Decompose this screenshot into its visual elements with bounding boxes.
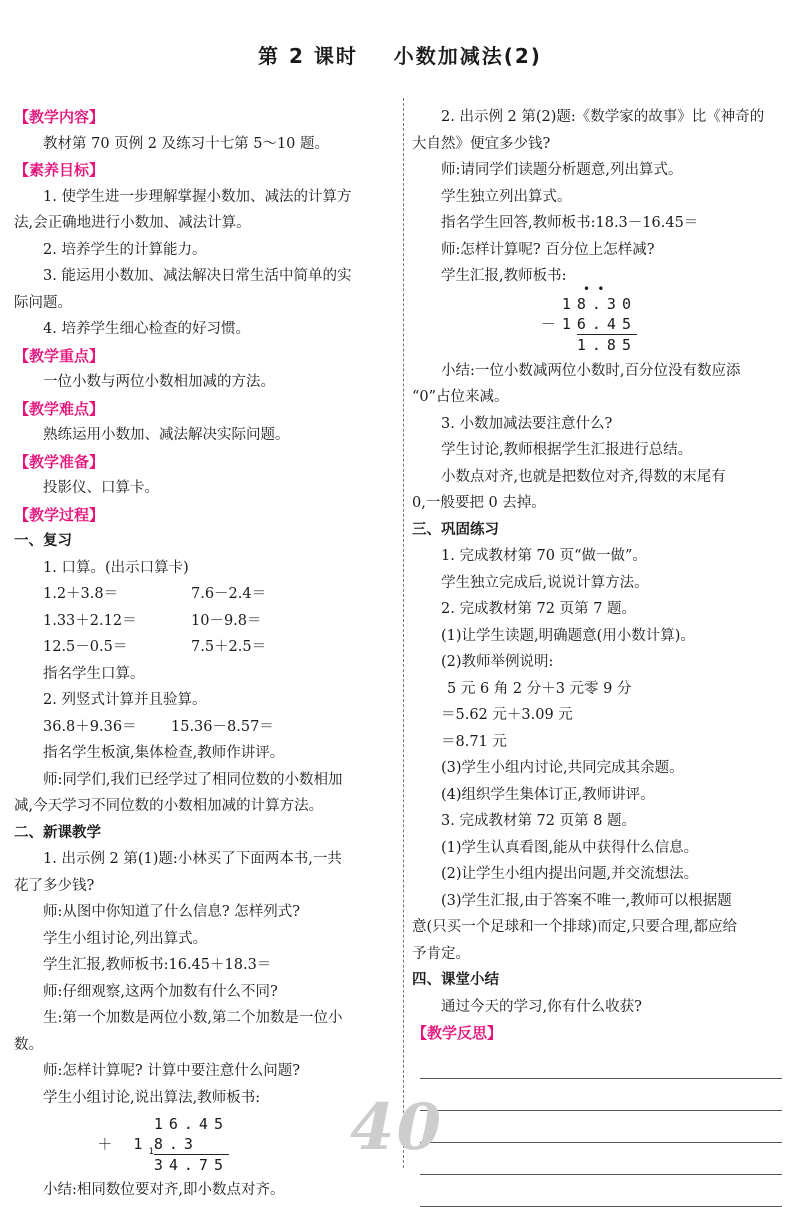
carry-mark: 1 xyxy=(148,1147,154,1157)
dialog-line: 学生汇报,教师板书: xyxy=(441,268,567,284)
goal-3-cont: 际问题。 xyxy=(14,294,72,311)
money-example: ＝8.71 元 xyxy=(441,733,507,750)
board-note: 指名学生板演,集体检查,教师作讲评。 xyxy=(43,745,285,761)
calc-operator: ＋ xyxy=(97,1135,119,1153)
vertical-calc-title: 2. 列竖式计算并且验算。 xyxy=(43,692,207,708)
goal-4: 4. 培养学生细心检查的好习惯。 xyxy=(43,321,250,337)
goal-3: 3. 能运用小数加、减法解决日常生活中简单的实 xyxy=(43,268,352,284)
dialog-line: 学生汇报,教师板书:16.45＋18.3＝ xyxy=(43,957,272,973)
practice-1: 1. 完成教材第 70 页“做一做”。 xyxy=(441,548,647,564)
practice-2: 2. 完成教材第 72 页第 7 题。 xyxy=(441,601,637,617)
section-difficulties: 【教学难点】 xyxy=(14,399,105,418)
practice-line-cont: 予肯定。 xyxy=(412,945,470,962)
dialog-line: 师:怎样计算呢? 计算中要注意什么问题? xyxy=(43,1063,301,1079)
dialog-line: 学生独立列出算式。 xyxy=(441,188,572,205)
preparation: 投影仪、口算卡。 xyxy=(43,480,159,496)
calc-operand-2: －16.45 xyxy=(540,314,637,333)
dialog-line: 师:仔细观察,这两个加数有什么不同? xyxy=(43,983,278,1000)
class-summary: 通过今天的学习,你有什么收获? xyxy=(441,998,642,1015)
heading-practice: 三、巩固练习 xyxy=(412,521,499,538)
intro-line-1: 师:同学们,我们已经学过了相同位数的小数相加 xyxy=(43,771,343,788)
dialog-line-cont: 数。 xyxy=(14,1036,43,1053)
practice-line-cont: 意(只买一个足球和一个排球)而定,只要合理,都应给 xyxy=(412,919,738,935)
writing-line xyxy=(420,1143,782,1175)
reflection-writing-area xyxy=(412,1047,786,1207)
dialog-line: 学生小组讨论,列出算式。 xyxy=(43,930,208,947)
oral-item: 7.5＋2.5＝ xyxy=(191,639,267,655)
dialog-line: 师:怎样计算呢? 百分位上怎样减? xyxy=(441,241,655,258)
section-preparation: 【教学准备】 xyxy=(14,452,105,471)
vertical-calc-row xyxy=(14,714,396,741)
example-2: 2. 出示例 2 第(2)题:《数学家的故事》比《神奇的 xyxy=(441,109,765,125)
dialog-line: 生:第一个加数是两位小数,第二个加数是一位小 xyxy=(43,1010,343,1026)
section-reflection: 【教学反思】 xyxy=(412,1024,503,1042)
writing-line xyxy=(420,1175,782,1207)
section-process: 【教学过程】 xyxy=(14,505,105,524)
dialog-line: 学生小组讨论,说出算法,教师板书: xyxy=(43,1089,261,1106)
attention-question: 3. 小数加减法要注意什么? xyxy=(441,415,613,432)
summary-cont: “0”占位来减。 xyxy=(412,389,509,405)
oral-row-3 xyxy=(14,634,396,661)
difficulties: 熟练运用小数加、减法解决实际问题。 xyxy=(43,427,290,443)
practice-line: (1)让学生读题,明确题意(用小数计算)。 xyxy=(441,627,695,644)
writing-line xyxy=(420,1111,782,1143)
practice-line: (2)教师举例说明: xyxy=(441,654,554,670)
dialog-line: 学生讨论,教师根据学生汇报进行总结。 xyxy=(441,442,693,458)
summary: 小结:一位小数减两位小数时,百分位没有数应添 xyxy=(441,362,741,379)
oral-note: 指名学生口算。 xyxy=(43,665,145,682)
oral-item: 7.6－2.4＝ xyxy=(191,586,267,602)
practice-line: (3)学生小组内讨论,共同完成其余题。 xyxy=(441,760,684,776)
section-goals: 【素养目标】 xyxy=(14,161,105,179)
goal-1: 1. 使学生进一步理解掌握小数加、减法的计算方 xyxy=(43,188,352,205)
rule-line: 小数点对齐,也就是把数位对齐,得数的末尾有 xyxy=(441,468,726,485)
key-points: 一位小数与两位小数相加减的方法。 xyxy=(43,374,275,390)
page-title: 第 2 课时 小数加减法(2) xyxy=(258,44,542,68)
vertical-item: 15.36－8.57＝ xyxy=(171,718,274,735)
practice-line: (3)学生汇报,由于答案不唯一,教师可以根据题 xyxy=(441,892,732,909)
money-example: 5 元 6 角 2 分＋3 元零 9 分 xyxy=(447,680,632,697)
oral-item: 1.33＋2.12＝ xyxy=(43,612,137,629)
borrow-dots: • • xyxy=(582,281,605,296)
subtraction-vertical-calc xyxy=(412,281,637,355)
practice-line: (4)组织学生集体订正,教师讲评。 xyxy=(441,786,655,803)
example-1: 1. 出示例 2 第(1)题:小林买了下面两本书,一共 xyxy=(43,851,342,867)
practice-line: (1)学生认真看图,能从中获得什么信息。 xyxy=(441,839,699,856)
practice-line: (2)让学生小组内提出问题,并交流想法。 xyxy=(441,866,699,882)
goal-2: 2. 培养学生的计算能力。 xyxy=(43,241,207,258)
heading-class-summary: 四、课堂小结 xyxy=(412,972,499,988)
oral-row-1 xyxy=(14,581,396,608)
heading-new-lesson: 二、新课教学 xyxy=(14,824,101,841)
left-column xyxy=(14,104,396,1204)
dialog-line: 师:从图中你知道了什么信息? 怎样列式? xyxy=(43,904,301,920)
calc-operator: － xyxy=(540,314,562,333)
money-example: ＝5.62 元＋3.09 元 xyxy=(441,707,573,723)
section-key-points: 【教学重点】 xyxy=(14,346,105,365)
vertical-item: 36.8＋9.36＝ xyxy=(43,718,137,735)
addition-vertical-calc xyxy=(14,1114,229,1175)
section-teaching-content: 【教学内容】 xyxy=(14,108,105,126)
oral-calc-title: 1. 口算。(出示口算卡) xyxy=(43,559,189,576)
practice-line: 学生独立完成后,说说计算方法。 xyxy=(441,574,649,591)
goal-1-cont: 法,会正确地进行小数加、减法计算。 xyxy=(14,215,251,231)
writing-line xyxy=(420,1047,782,1079)
calc-operand-1: 16.45 xyxy=(153,1115,229,1133)
right-column xyxy=(412,104,786,1207)
writing-line xyxy=(420,1079,782,1111)
oral-item: 1.2＋3.8＝ xyxy=(43,586,119,602)
teaching-content: 教材第 70 页例 2 及练习十七第 5～10 题。 xyxy=(43,135,330,152)
page-number: 40 xyxy=(350,1090,444,1165)
example-1-cont: 花了多少钱? xyxy=(14,877,95,894)
heading-review: 一、复习 xyxy=(14,533,72,549)
dialog-line: 指名学生回答,教师板书:18.3－16.45＝ xyxy=(441,215,699,231)
intro-line-2: 减,今天学习不同位数的小数相加减的计算方法。 xyxy=(14,798,324,814)
dialog-line: 师:请同学们读题分析题意,列出算式。 xyxy=(441,162,683,178)
example-2-cont: 大自然》便宜多少钱? xyxy=(412,135,551,152)
calc-operand-1: • • 18.30 xyxy=(561,281,637,313)
calc-operand-2: ＋ $1_18.3$ xyxy=(97,1135,199,1157)
calc-result: 1.85 xyxy=(576,335,637,354)
oral-item: 10－9.8＝ xyxy=(191,612,262,629)
summary: 小结:相同数位要对齐,即小数点对齐。 xyxy=(43,1182,285,1198)
oral-row-2 xyxy=(14,608,396,635)
oral-item: 12.5－0.5＝ xyxy=(43,639,128,655)
column-divider xyxy=(403,98,404,1168)
practice-3: 3. 完成教材第 72 页第 8 题。 xyxy=(441,813,637,829)
rule-line-cont: 0,一般要把 0 去掉。 xyxy=(412,495,546,511)
calc-result: 34.75 xyxy=(153,1156,229,1174)
